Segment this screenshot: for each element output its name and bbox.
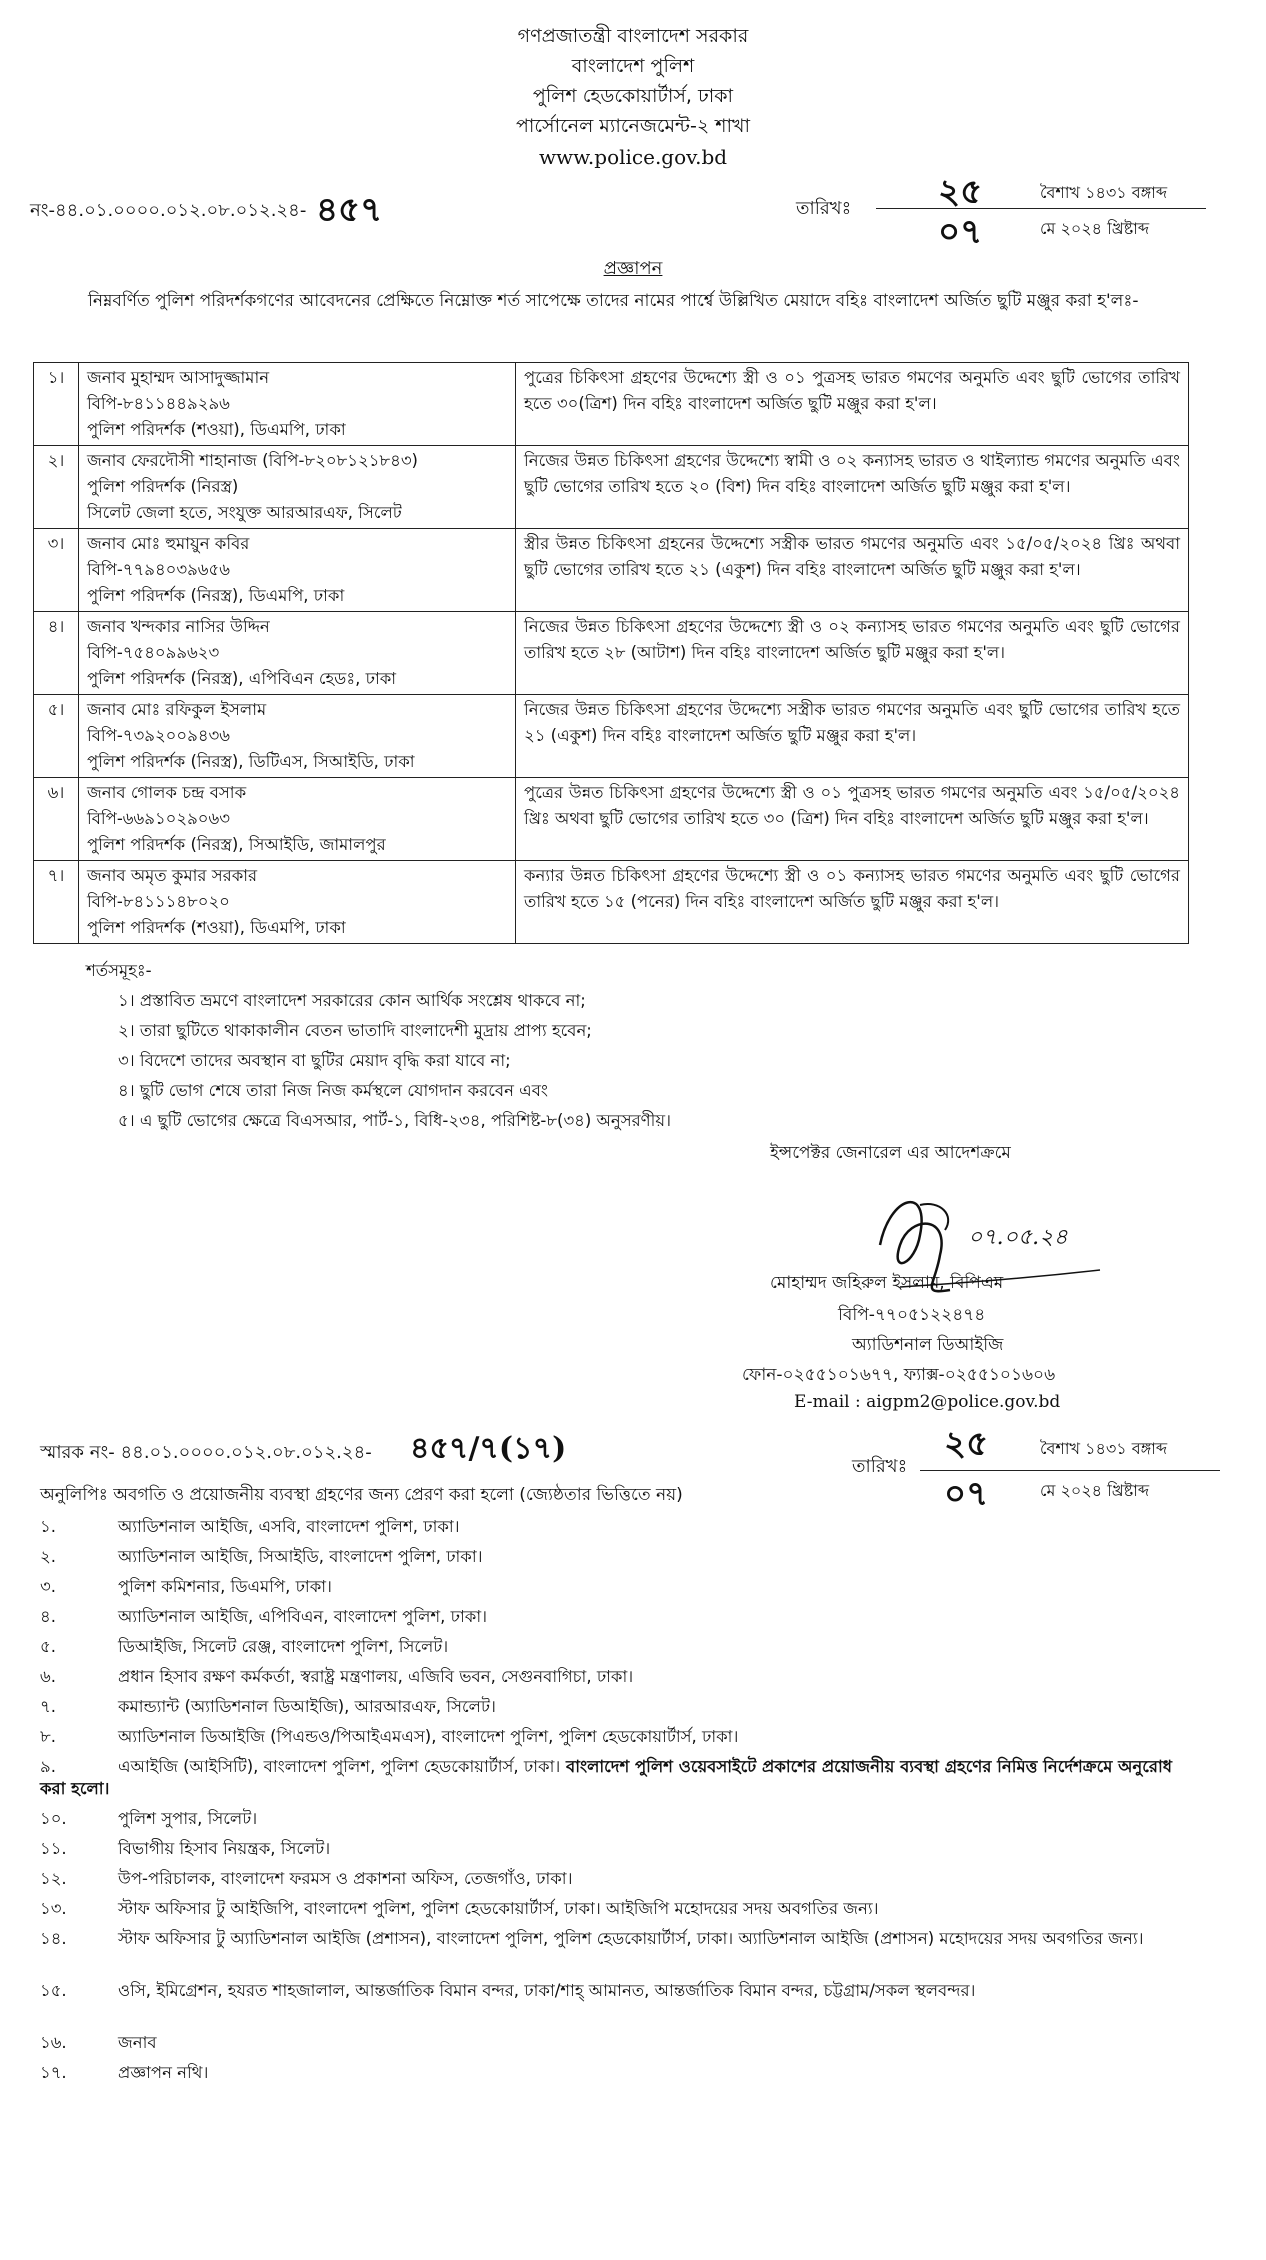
order-row-number: ১। (34, 363, 79, 446)
header-line-4: পার্সোনেল ম্যানেজমেন্ট-২ শাখা (516, 115, 750, 137)
memo-date-divider (876, 208, 1206, 209)
copy-item (40, 1898, 1200, 1920)
officer-name: জনাব মোঃ হুমায়ুন কবির (87, 534, 250, 553)
memo2-bangla-day: ২৫ (944, 1424, 989, 1464)
officer-post: পুলিশ পরিদর্শক (নিরস্ত্র), এপিবিএন হেডঃ, ঢাকা (87, 669, 397, 688)
order-row (34, 363, 1189, 446)
officer-bp: বিপি-৮৪১১১৪৮০২০ (87, 892, 230, 911)
copy-item-number: ১৪. (40, 1929, 67, 1948)
copy-item-number: ১৩. (40, 1899, 67, 1918)
copy-item (40, 2062, 1200, 2084)
copy-item-number: ১১. (40, 1839, 67, 1858)
copy-item (40, 1808, 1200, 1830)
order-row-details: স্ত্রীর উন্নত চিকিৎসা গ্রহনের উদ্দেশ্যে সস্ত্রীক ভারত গমণের অনুমতি এবং ১৫/০৫/২০২৪ খ্রিঃ অথবা ছুটি ভোগের তারিখ হতে ২১ (একুশ) দিন বহিঃ বাংলাদেশ অর্জিত ছুটি মঞ্জুর করা হ'ল। (516, 529, 1189, 612)
order-row (34, 612, 1189, 695)
order-row (34, 529, 1189, 612)
copy-item-number: ১২. (40, 1869, 67, 1888)
officer-post: পুলিশ পরিদর্শক (শওয়া), ডিএমপি, ঢাকা (87, 420, 346, 439)
order-row-details: নিজের উন্নত চিকিৎসা গ্রহণের উদ্দেশ্যে স্ত্রী ও ০২ কন্যাসহ ভারত গমণের অনুমতি এবং ছুটি ভোগের তারিখ হতে ২৮ (আটাশ) দিন বহিঃ বাংলাদেশ অর্জিত ছুটি মঞ্জুর করা হ'ল। (516, 612, 1189, 695)
copy-item-number: ১৭. (40, 2063, 67, 2082)
copy-item-text: স্টাফ অফিসার টু আইজিপি, বাংলাদেশ পুলিশ, পুলিশ হেডকোয়ার্টার্স, ঢাকা। আইজিপি মহোদয়ের সদয় অবগতির জন্য। (118, 1899, 879, 1918)
memo-eng-month: মে ২০২৪ খ্রিষ্টাব্দ (1040, 219, 1150, 238)
condition-item: ১। প্রস্তাবিত ভ্রমণে বাংলাদেশ সরকারের কোন আর্থিক সংশ্লেষ থাকবে না; (118, 991, 586, 1010)
copy-item-text: অ্যাডিশনাল আইজি, এপিবিএন, বাংলাদেশ পুলিশ, ঢাকা। (118, 1607, 487, 1626)
memo2-number: স্মারক নং- ৪৪.০১.০০০০.০১২.০৮.০১২.২৪- (40, 1442, 372, 1463)
order-row (34, 446, 1189, 529)
copy-item-text: পুলিশ সুপার, সিলেট। (118, 1809, 258, 1828)
document-title: প্রজ্ঞাপন (603, 258, 663, 279)
officer-name: জনাব অমৃত কুমার সরকার (87, 866, 258, 885)
copy-item-text: ওসি, ইমিগ্রেশন, হযরত শাহজালাল, আন্তর্জাতিক বিমান বন্দর, ঢাকা/শাহ্‌ আমানত, আন্তর্জাতিক বিমান বন্দর, চট্টগ্রাম/সকল স্থলবন্দর। (118, 1981, 976, 2000)
copy-item (40, 1838, 1200, 1860)
signatory-designation: অ্যাডিশনাল ডিআইজি (852, 1335, 1004, 1355)
copy-item-text: প্রধান হিসাব রক্ষণ কর্মকর্তা, স্বরাষ্ট্র মন্ত্রণালয়, এজিবি ভবন, সেগুনবাগিচা, ঢাকা। (118, 1667, 634, 1686)
order-row-details: পুত্রের চিকিৎসা গ্রহণের উদ্দেশ্যে স্ত্রী ও ০১ পুত্রসহ ভারত গমণের অনুমতি এবং ছুটি ভোগের তারিখ হতে ৩০(ত্রিশ) দিন বহিঃ বাংলাদেশ অর্জিত ছুটি মঞ্জুর করা হ'ল। (516, 363, 1189, 446)
copy-item (40, 2032, 1200, 2054)
officer-post: পুলিশ পরিদর্শক (নিরস্ত্র), ডিএমপি, ঢাকা (87, 586, 345, 605)
copy-item-number: ৫. (40, 1637, 56, 1656)
officer-bp: বিপি-৮৪১১৪৪৯২৯৬ (87, 394, 230, 413)
copy-item-text: এআইজি (আইসিটি), বাংলাদেশ পুলিশ, পুলিশ হেডকোয়ার্টার্স, ঢাকা। (118, 1757, 561, 1776)
copy-item-bold-note: বাংলাদেশ পুলিশ ওয়েবসাইটে প্রকাশের প্রয়োজনীয় ব্যবস্থা গ্রহণের নিমিত্ত নির্দেশক্রমে অনুরোধ করা হলো। (40, 1757, 1172, 1798)
copy-item-text: উপ-পরিচালক, বাংলাদেশ ফরমস ও প্রকাশনা অফিস, তেজগাঁও, ঢাকা। (118, 1869, 573, 1888)
signatory-bp: বিপি-৭৭০৫১২২৪৭৪ (838, 1305, 986, 1325)
condition-item: ৫। এ ছুটি ভোগের ক্ষেত্রে বিএসআর, পার্ট-১, বিধি-২৩৪, পরিশিষ্ট-৮(৩৪) অনুসরণীয়। (118, 1111, 671, 1130)
memo-bangla-month: বৈশাখ ১৪৩১ বঙ্গাব্দ (1040, 183, 1168, 202)
memo2-bangla-month: বৈশাখ ১৪৩১ বঙ্গাব্দ (1040, 1439, 1168, 1458)
officer-bp: পুলিশ পরিদর্শক (নিরস্ত্র) (87, 477, 239, 496)
copy-item-number: ৯. (40, 1757, 56, 1776)
conditions-title: শর্তসমূহঃ- (86, 961, 152, 980)
copy-item (40, 1756, 1200, 1800)
officer-post: পুলিশ পরিদর্শক (নিরস্ত্র), সিআইডি, জামালপুর (87, 835, 386, 854)
copy-item-number: ৪. (40, 1607, 56, 1626)
order-row-number: ৬। (34, 778, 79, 861)
officer-post: সিলেট জেলা হতে, সংযুক্ত আরআরএফ, সিলেট (87, 503, 402, 522)
order-row-officer (79, 695, 516, 778)
copy-item (40, 1928, 1200, 1950)
copy-item-text: জনাব (118, 2033, 157, 2052)
copy-item (40, 1726, 1200, 1748)
order-row-number: ৫। (34, 695, 79, 778)
officer-bp: বিপি-৬৬৯১০২৯০৬৩ (87, 809, 230, 828)
order-row (34, 861, 1189, 944)
officer-bp: বিপি-৭৫৪০৯৯৬২৩ (87, 643, 220, 662)
copy-item (40, 1868, 1200, 1890)
memo-handwritten-number: ৪৫৭ (316, 190, 383, 230)
copy-item-text: পুলিশ কমিশনার, ডিএমপি, ঢাকা। (118, 1577, 332, 1596)
memo-number: নং-৪৪.০১.০০০০.০১২.০৮.০১২.২৪- (30, 200, 307, 221)
order-row-details: কন্যার উন্নত চিকিৎসা গ্রহণের উদ্দেশ্যে স্ত্রী ও ০১ কন্যাসহ ভারত গমণের অনুমতি এবং ছুটি ভোগের তারিখ হতে ১৫ (পনের) দিন বহিঃ বাংলাদেশ অর্জিত ছুটি মঞ্জুর করা হ'ল। (516, 861, 1189, 944)
copy-item-text: ডিআইজি, সিলেট রেঞ্জ, বাংলাদেশ পুলিশ, সিলেট। (118, 1637, 449, 1656)
memo2-handwritten-number: ৪৫৭/৭(১৭) (410, 1431, 567, 1466)
order-row-details: নিজের উন্নত চিকিৎসা গ্রহণের উদ্দেশ্যে স্বামী ও ০২ কন্যাসহ ভারত ও থাইল্যান্ড গমণের অনুমতি এবং ছুটি ভোগের তারিখ হতে ২০ (বিশ) দিন বহিঃ বাংলাদেশ অর্জিত ছুটি মঞ্জুর করা হ'ল। (516, 446, 1189, 529)
copy-item (40, 1666, 1200, 1688)
signatory-phone: ফোন-০২৫৫১০১৬৭৭, ফ্যাক্স-০২৫৫১০১৬০৬ (742, 1365, 1056, 1385)
officer-post: পুলিশ পরিদর্শক (নিরস্ত্র), ডিটিএস, সিআইডি, ঢাকা (87, 752, 415, 771)
officer-name: জনাব মোঃ রফিকুল ইসলাম (87, 700, 267, 719)
memo-bangla-day: ২৫ (938, 172, 983, 212)
order-row-officer (79, 778, 516, 861)
memo-eng-day: ০৭ (938, 212, 983, 252)
website-url: www.police.gov.bd (538, 145, 728, 169)
order-row-number: ২। (34, 446, 79, 529)
condition-item: ৩। বিদেশে তাদের অবস্থান বা ছুটির মেয়াদ বৃদ্ধি করা যাবে না; (118, 1051, 511, 1070)
copy-item-number: ১৬. (40, 2033, 67, 2052)
copy-item (40, 1516, 1200, 1538)
header-line-2: বাংলাদেশ পুলিশ (571, 55, 695, 77)
copy-item-text: বিভাগীয় হিসাব নিয়ন্ত্রক, সিলেট। (118, 1839, 331, 1858)
officer-bp: বিপি-৭৩৯২০০৯৪৩৬ (87, 726, 230, 745)
copy-item-number: ৩. (40, 1577, 56, 1596)
officer-name: জনাব মুহাম্মদ আসাদুজ্জামান (87, 368, 270, 387)
signature-date: ০৭.০৫.২৪ (968, 1225, 1068, 1250)
order-row-details: নিজের উন্নত চিকিৎসা গ্রহণের উদ্দেশ্যে সস্ত্রীক ভারত গমণের অনুমতি এবং ছুটি ভোগের তারিখ হতে ২১ (একুশ) দিন বহিঃ বাংলাদেশ অর্জিত ছুটি মঞ্জুর করা হ'ল। (516, 695, 1189, 778)
officer-name: জনাব খন্দকার নাসির উদ্দিন (87, 617, 270, 636)
memo2-eng-month: মে ২০২৪ খ্রিষ্টাব্দ (1040, 1481, 1150, 1500)
copy-item (40, 1980, 1200, 2002)
officer-name: জনাব ফেরদৌসী শাহানাজ (বিপি-৮২০৮১২১৮৪৩) (87, 451, 418, 470)
copy-item-number: ৬. (40, 1667, 56, 1686)
officer-bp: বিপি-৭৭৯৪০৩৯৬৫৬ (87, 560, 230, 579)
memo-date-label: তারিখঃ (796, 198, 852, 219)
condition-item: ২। তারা ছুটিতে থাকাকালীন বেতন ভাতাদি বাংলাদেশী মুদ্রায় প্রাপ্য হবেন; (118, 1021, 592, 1040)
copy-item-number: ৭. (40, 1697, 56, 1716)
memo2-date-label: তারিখঃ (852, 1456, 908, 1477)
order-row-officer (79, 529, 516, 612)
copy-item-number: ১৫. (40, 1981, 67, 2000)
copy-item (40, 1696, 1200, 1718)
order-row-details: পুত্রের উন্নত চিকিৎসা গ্রহণের উদ্দেশ্যে স্ত্রী ও ০১ পুত্রসহ ভারত গমণের অনুমতি এবং ১৫/০৫/২০২৪ খ্রিঃ অথবা ছুটি ভোগের তারিখ হতে ৩০ (ত্রিশ) দিন বহিঃ বাংলাদেশ অর্জিত ছুটি মঞ্জুর করা হ'ল। (516, 778, 1189, 861)
copy-item-number: ১. (40, 1517, 56, 1536)
order-row-number: ৩। (34, 529, 79, 612)
officer-post: পুলিশ পরিদর্শক (শওয়া), ডিএমপি, ঢাকা (87, 918, 346, 937)
order-row (34, 778, 1189, 861)
signatory-email: E-mail : aigpm2@police.gov.bd (794, 1392, 1061, 1412)
copy-item (40, 1636, 1200, 1658)
memo2-eng-day: ০৭ (944, 1474, 989, 1514)
signatory-name: মোহাম্মদ জহিরুল ইসলাম, বিপিএম (770, 1273, 1004, 1293)
copy-intro: অনুলিপিঃ অবগতি ও প্রয়োজনীয় ব্যবস্থা গ্রহণের জন্য প্রেরণ করা হলো (জ্যেষ্ঠতার ভিত্তিতে নয়) (40, 1485, 683, 1505)
copy-item (40, 1546, 1200, 1568)
intro-paragraph: নিম্নবর্ণিত পুলিশ পরিদর্শকগণের আবেদনের প্রেক্ষিতে নিম্নোক্ত শর্ত সাপেক্ষে তাদের নামের পার্শ্বে উল্লিখিত মেয়াদে বহিঃ বাংলাদেশ অর্জিত ছুটি মঞ্জুর করা হ'লঃ- (88, 291, 1139, 311)
order-row-number: ৭। (34, 861, 79, 944)
order-row-officer (79, 446, 516, 529)
condition-item: ৪। ছুটি ভোগ শেষে তারা নিজ নিজ কর্মস্থলে যোগদান করবেন এবং (118, 1081, 548, 1100)
order-row (34, 695, 1189, 778)
copy-item-text: প্রজ্ঞাপন নথি। (118, 2063, 209, 2082)
copy-item-text: অ্যাডিশনাল ডিআইজি (পিএন্ডও/পিআইএমএস), বাংলাদেশ পুলিশ, পুলিশ হেডকোয়ার্টার্স, ঢাকা। (118, 1727, 739, 1746)
orders-table (33, 362, 1189, 944)
order-row-number: ৪। (34, 612, 79, 695)
copy-item-number: ১০. (40, 1809, 67, 1828)
copy-item-text: অ্যাডিশনাল আইজি, সিআইডি, বাংলাদেশ পুলিশ, ঢাকা। (118, 1547, 483, 1566)
signature-order-line: ইন্সপেক্টর জেনারেল এর আদেশক্রমে (770, 1143, 1011, 1163)
order-row-officer (79, 612, 516, 695)
copy-item (40, 1606, 1200, 1628)
copy-item-text: স্টাফ অফিসার টু অ্যাডিশনাল আইজি (প্রশাসন), বাংলাদেশ পুলিশ, পুলিশ হেডকোয়ার্টার্স, ঢাকা। অ্যাডিশনাল আইজি (প্রশাসন) মহোদয়ের সদয় অবগতির জন্য। (118, 1929, 1144, 1948)
officer-name: জনাব গোলক চন্দ্র বসাক (87, 783, 247, 802)
header-line-1: গণপ্রজাতন্ত্রী বাংলাদেশ সরকার (517, 25, 749, 47)
order-row-officer (79, 861, 516, 944)
order-row-officer (79, 363, 516, 446)
copy-item-text: কমান্ড্যান্ট (অ্যাডিশনাল ডিআইজি), আরআরএফ, সিলেট। (118, 1697, 496, 1716)
copy-item (40, 1576, 1200, 1598)
header-line-3: পুলিশ হেডকোয়ার্টার্স, ঢাকা (532, 85, 734, 107)
copy-item-text: অ্যাডিশনাল আইজি, এসবি, বাংলাদেশ পুলিশ, ঢাকা। (118, 1517, 460, 1536)
copy-item-number: ৮. (40, 1727, 56, 1746)
copy-item-number: ২. (40, 1547, 56, 1566)
